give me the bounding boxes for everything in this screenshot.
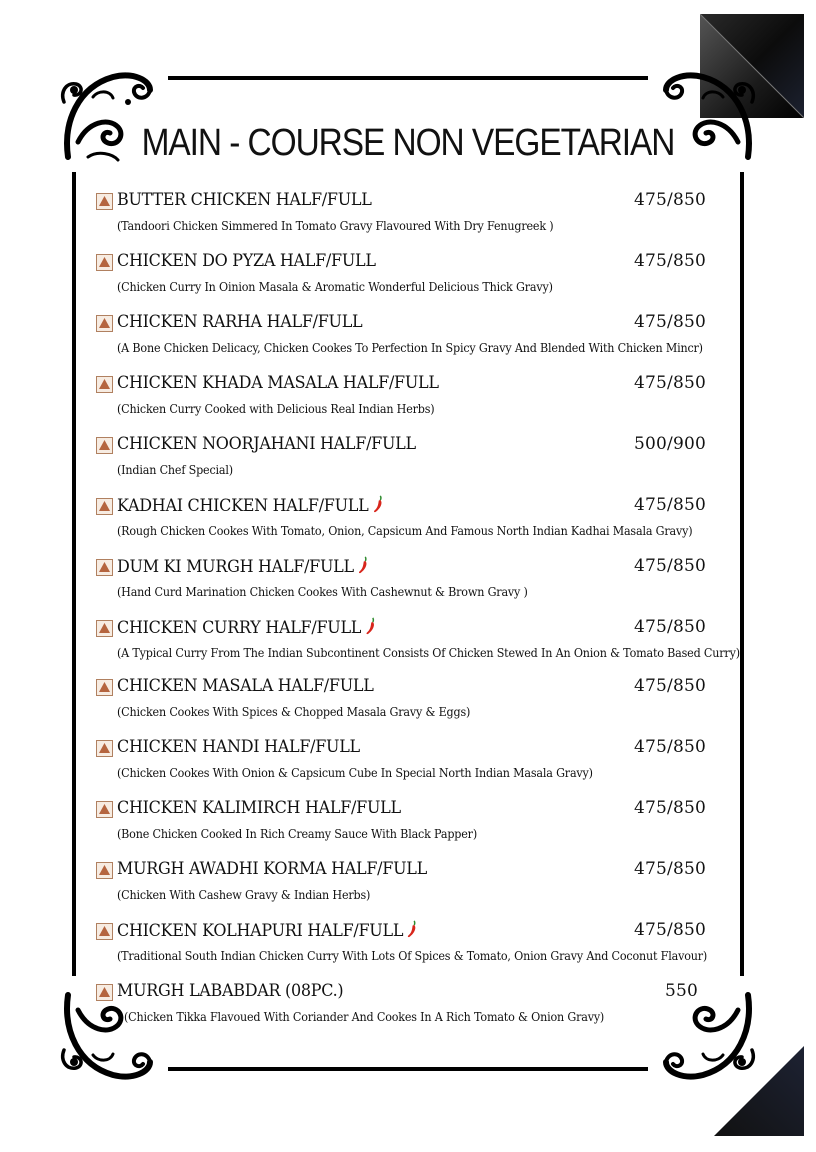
menu-item-description: (Bone Chicken Cooked In Rich Creamy Sauce With Black Papper)	[117, 827, 477, 841]
menu-item-description: (Chicken Curry Cooked with Delicious Real Indian Herbs)	[117, 402, 435, 416]
menu-item-description: (Traditional South Indian Chicken Curry With Lots Of Spices & Tomato, Onion Gravy And Coconut Flavour)	[117, 949, 708, 963]
menu-item-description: (Chicken Cookes With Onion & Capsicum Cube In Special North Indian Masala Gravy)	[117, 766, 593, 780]
menu-item-price: 475/850	[633, 312, 706, 332]
menu-item-name: CHICKEN CURRY HALF/FULL	[117, 617, 376, 640]
menu-item	[96, 190, 706, 250]
menu-item-price: 475/850	[633, 373, 706, 393]
menu-item-description: (Tandoori Chicken Simmered In Tomato Gravy Flavoured With Dry Fenugreek )	[117, 219, 554, 233]
menu-item	[96, 434, 706, 494]
menu-item-name: BUTTER CHICKEN HALF/FULL	[117, 190, 372, 210]
chili-pepper-icon	[365, 617, 376, 640]
non-veg-triangle-icon	[96, 862, 113, 879]
menu-item	[96, 676, 706, 736]
page-title: MAIN - COURSE NON VEGETARIAN	[141, 122, 675, 164]
menu-item	[96, 373, 706, 433]
menu-item-description: (Chicken With Cashew Gravy & Indian Herbs)	[117, 888, 371, 902]
menu-item	[96, 920, 706, 980]
non-veg-triangle-icon	[96, 437, 113, 454]
menu-item-price: 475/850	[633, 920, 706, 940]
non-veg-triangle-icon	[96, 984, 113, 1001]
menu-item-name: DUM KI MURGH HALF/FULL	[117, 556, 369, 579]
menu-item-description: (Chicken Tikka Flavoued With Coriander And Cookes In A Rich Tomato & Onion Gravy)	[124, 1010, 605, 1024]
menu-item-price: 475/850	[633, 859, 706, 879]
menu-item-price: 550	[664, 981, 698, 1001]
menu-item-description: (Chicken Cookes With Spices & Chopped Masala Gravy & Eggs)	[117, 705, 471, 719]
menu-item-description: (Chicken Curry In Oinion Masala & Aromatic Wonderful Delicious Thick Gravy)	[117, 280, 553, 294]
top-rule	[168, 76, 648, 80]
non-veg-triangle-icon	[96, 498, 113, 515]
menu-item-description: (A Bone Chicken Delicacy, Chicken Cookes To Perfection In Spicy Gravy And Blended With Chicken Mincr)	[117, 341, 703, 355]
menu-item-description: (Rough Chicken Cookes With Tomato, Onion, Capsicum And Famous North Indian Kadhai Masala Gravy)	[117, 524, 693, 538]
menu-item	[96, 981, 706, 1041]
chili-pepper-icon	[358, 556, 369, 579]
menu-item-name: CHICKEN DO PYZA HALF/FULL	[117, 251, 376, 271]
menu-item-name: CHICKEN KOLHAPURI HALF/FULL	[117, 920, 418, 943]
bottom-rule	[168, 1067, 648, 1071]
menu-item-price: 475/850	[633, 617, 706, 637]
menu-item-price: 475/850	[633, 556, 706, 576]
menu-item-price: 475/850	[633, 495, 706, 515]
non-veg-triangle-icon	[96, 193, 113, 210]
non-veg-triangle-icon	[96, 923, 113, 940]
menu-item-price: 475/850	[633, 676, 706, 696]
menu-item	[96, 495, 706, 555]
menu-item-price: 500/900	[633, 434, 706, 454]
menu-item-name: CHICKEN HANDI HALF/FULL	[117, 737, 360, 757]
non-veg-triangle-icon	[96, 254, 113, 271]
menu-item-name: CHICKEN KALIMIRCH HALF/FULL	[117, 798, 401, 818]
menu-item-name: CHICKEN RARHA HALF/FULL	[117, 312, 363, 332]
chili-pepper-icon	[407, 920, 418, 943]
menu-item-name: MURGH AWADHI KORMA HALF/FULL	[117, 859, 427, 879]
menu-item-description: (Indian Chef Special)	[117, 463, 233, 477]
menu-item-description: (Hand Curd Marination Chicken Cookes With Cashewnut & Brown Gravy )	[117, 585, 528, 599]
menu-item-price: 475/850	[633, 798, 706, 818]
non-veg-triangle-icon	[96, 376, 113, 393]
menu-item-price: 475/850	[633, 737, 706, 757]
menu-item-price: 475/850	[633, 251, 706, 271]
right-rule	[740, 172, 744, 976]
menu-item-name: CHICKEN MASALA HALF/FULL	[117, 676, 374, 696]
menu-item-name: KADHAI CHICKEN HALF/FULL	[117, 495, 383, 518]
chili-pepper-icon	[372, 495, 383, 518]
menu-item-name: CHICKEN NOORJAHANI HALF/FULL	[117, 434, 416, 454]
menu-item	[96, 312, 706, 372]
menu-item	[96, 251, 706, 311]
non-veg-triangle-icon	[96, 740, 113, 757]
menu-item	[96, 798, 706, 858]
menu-item-name: MURGH LABABDAR (08PC.)	[117, 981, 344, 1001]
menu-item-name: CHICKEN KHADA MASALA HALF/FULL	[117, 373, 439, 393]
non-veg-triangle-icon	[96, 801, 113, 818]
non-veg-triangle-icon	[96, 315, 113, 332]
menu-item	[96, 617, 740, 677]
left-rule	[72, 172, 76, 976]
menu-item	[96, 737, 706, 797]
menu-item	[96, 556, 706, 616]
menu-item-price: 475/850	[633, 190, 706, 210]
non-veg-triangle-icon	[96, 620, 113, 637]
non-veg-triangle-icon	[96, 679, 113, 696]
menu-item	[96, 859, 706, 919]
menu-item-description: (A Typical Curry From The Indian Subcontinent Consists Of Chicken Stewed In An Onion & Tomato Based Curry)	[117, 646, 740, 660]
non-veg-triangle-icon	[96, 559, 113, 576]
